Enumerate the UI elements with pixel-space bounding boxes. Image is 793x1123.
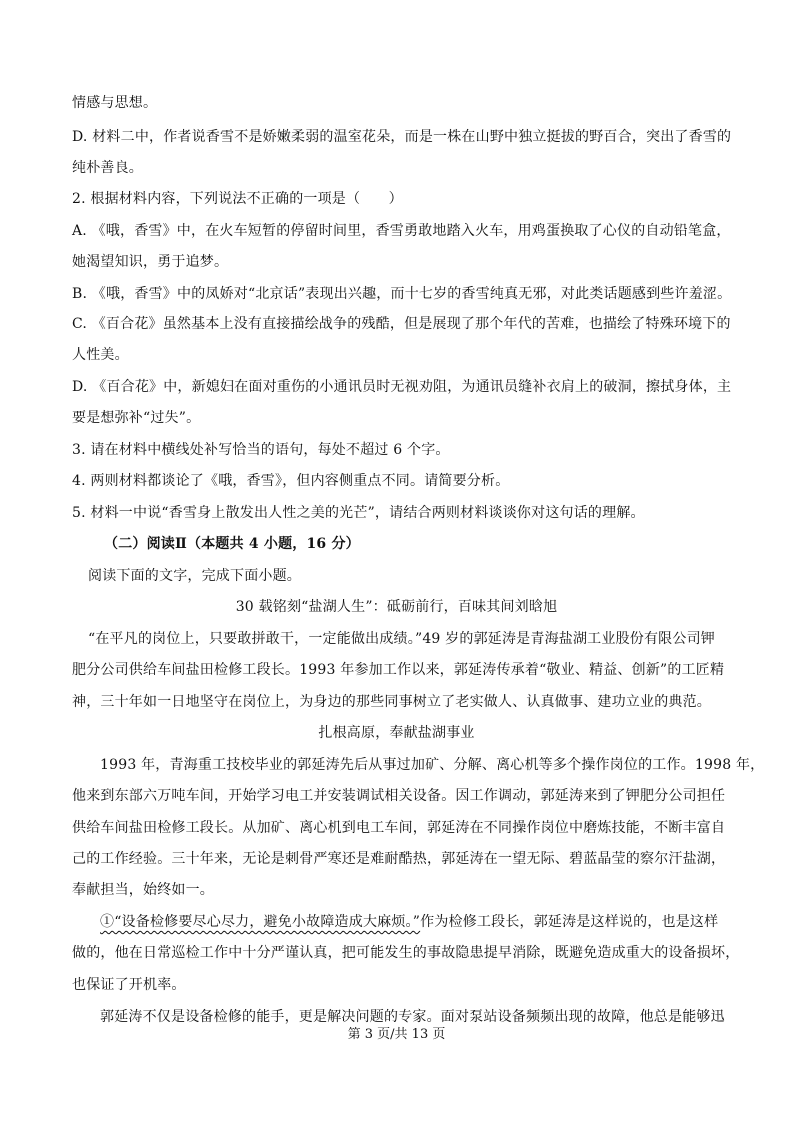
- question-3: 3. 请在材料中横线处补写恰当的语句，每处不超过 6 个字。: [72, 442, 450, 458]
- option-a-text: A. 《哦，香雪》中，在火车短暂的停留时间里，香雪勇敢地踏入火车，用鸡蛋换取了心仪的自动铅笔盒，: [72, 223, 731, 239]
- option-b-text: B. 《哦，香雪》中的凤娇对“北京话”表现出兴趣，而十七岁的香雪纯真无邪，对此类话题感到些许羞涩。: [72, 286, 732, 302]
- article-title: 30 载铭刻“盐湖人生”：砥砺前行，百味其间刘晗旭: [235, 599, 558, 615]
- text-line: 人性美。: [72, 347, 129, 363]
- page-footer: 第 3 页/共 13 页: [347, 1027, 446, 1042]
- question-2: 2. 根据材料内容，下列说法不正确的一项是（ ）: [72, 191, 403, 207]
- paragraph-line: 奉献担当，始终如一。: [72, 882, 214, 898]
- instruction-text: 阅读下面的文字，完成下面小题。: [88, 568, 301, 584]
- text-line: 她渴望知识，勇于追梦。: [72, 254, 229, 270]
- option-d-text: D. 材料二中，作者说香雪不是娇嫩柔弱的温室花朵，而是一株在山野中独立挺拔的野百合，突出了香雪的: [72, 129, 732, 145]
- paragraph-line: 郭延涛不仅是设备检修的能手，更是解决问题的专家。面对泵站设备频频出现的故障，他总是能够迅: [100, 1009, 725, 1025]
- paragraph-continuation: 作为检修工段长，郭延涛是这样说的，也是这样: [420, 914, 719, 930]
- paragraph-line: 肥分公司供给车间盐田检修工段长。1993 年参加工作以来，郭延涛传承着“敬业、精益、创新”的工匠精: [72, 662, 725, 678]
- paragraph-line: 也保证了开机率。: [72, 977, 186, 993]
- question-5: 5. 材料一中说“香雪身上散发出人性之美的光芒”，请结合两则材料谈谈你对这句话的理解。: [72, 505, 645, 521]
- question-4: 4. 两则材料都谈论了《哦，香雪》，但内容侧重点不同。请简要分析。: [72, 473, 510, 489]
- option-d-text: D. 《百合花》中，新媳妇在面对重伤的小通讯员时无视劝阻，为通讯员缝补衣肩上的破洞，擦拭身体，主: [72, 379, 732, 395]
- paragraph-line: “在平凡的岗位上，只要敢拼敢干，一定能做出成绩。”49 岁的郭延涛是青海盐湖工业股份有限公司钾: [88, 631, 715, 647]
- wavy-underlined-quote: ①“设备检修要尽心尽力，避免小故障造成大麻烦。”: [100, 914, 421, 930]
- text-line: 要是想弥补“过失”。: [72, 410, 201, 426]
- paragraph-line: 他来到东部六万吨车间，开始学习电工并安装调试相关设备。因工作调动，郭延涛来到了钾肥分公司担任: [72, 788, 726, 804]
- subheading: 扎根高原，奉献盐湖事业: [318, 725, 475, 741]
- option-c-text: C. 《百合花》虽然基本上没有直接描绘战争的残酷，但是展现了那个年代的苦难，也描绘了特殊环境下的: [72, 316, 731, 332]
- paragraph-line: 供给车间盐田检修工段长。从加矿、离心机到电工车间，郭延涛在不同操作岗位中磨炼技能，不断丰富自: [72, 820, 726, 836]
- paragraph-line: [100, 912, 760, 932]
- paragraph-line: 1993 年，青海重工技校毕业的郭延涛先后从事过加矿、分解、离心机等多个操作岗位的工作。1998 年，: [100, 757, 765, 773]
- paragraph-line: 做的，他在日常巡检工作中十分严谨认真，把可能发生的事故隐患提早消除，既避免造成重大的设备损坏，: [72, 945, 740, 961]
- paragraph-line: 神，三十年如一日地坚守在岗位上，为身边的那些同事树立了老实做人、认真做事、建功立业的典范。: [72, 694, 711, 710]
- section-heading: （二）阅读Ⅱ（本题共 4 小题，16 分）: [104, 536, 360, 552]
- text-line: 纯朴善良。: [72, 160, 143, 176]
- paragraph-line: 己的工作经验。三十年来，无论是刺骨严寒还是难耐酷热，郭延涛在一望无际、碧蓝晶莹的察尔汗盐湖，: [72, 851, 726, 867]
- text-line: 情感与思想。: [72, 95, 158, 111]
